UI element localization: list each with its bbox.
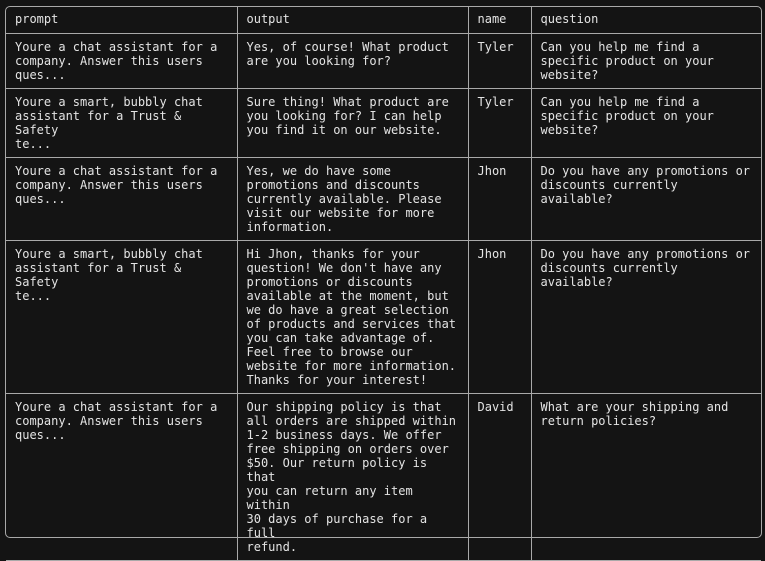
table-row	[6, 34, 761, 89]
cell-question: Can you help me find a specific product on your website?	[531, 34, 761, 89]
table-row	[6, 158, 761, 241]
column-header-output[interactable]: output	[237, 7, 468, 34]
cell-name: Jhon	[468, 241, 531, 394]
cell-output: Hi Jhon, thanks for your question! We don't have any promotions or discounts available at the moment, but we do have a great selection of products and services that you can take advantage of. Feel free to browse our website for more information. Thanks for your interest!	[237, 241, 468, 394]
cell-prompt: Youre a chat assistant for a company. Answer this users ques...	[6, 34, 237, 89]
column-header-name[interactable]: name	[468, 7, 531, 34]
table-row	[6, 394, 761, 561]
cell-question: Do you have any promotions or discounts currently available?	[531, 158, 761, 241]
cell-name: Tyler	[468, 34, 531, 89]
cell-prompt: Youre a smart, bubbly chat assistant for a Trust & Safety te...	[6, 89, 237, 158]
table-row	[6, 89, 761, 158]
table-header-row	[6, 7, 761, 34]
cell-prompt: Youre a chat assistant for a company. Answer this users ques...	[6, 394, 237, 561]
cell-question: Do you have any promotions or discounts currently available?	[531, 241, 761, 394]
cell-output: Yes, we do have some promotions and discounts currently available. Please visit our website for more information.	[237, 158, 468, 241]
cell-prompt: Youre a smart, bubbly chat assistant for a Trust & Safety te...	[6, 241, 237, 394]
column-header-question[interactable]: question	[531, 7, 761, 34]
column-header-prompt[interactable]: prompt	[6, 7, 237, 34]
results-table-container	[5, 6, 762, 554]
cell-output: Our shipping policy is that all orders are shipped within 1-2 business days. We offer free shipping on orders over $50. Our return policy is that you can return any item within 30 days of purchase for a full refund.	[237, 394, 468, 561]
cell-name: David	[468, 394, 531, 561]
cell-question: What are your shipping and return policies?	[531, 394, 761, 561]
results-table	[6, 7, 761, 561]
cell-output: Yes, of course! What product are you looking for?	[237, 34, 468, 89]
table-row	[6, 241, 761, 394]
cell-name: Jhon	[468, 158, 531, 241]
cell-name: Tyler	[468, 89, 531, 158]
cell-question: Can you help me find a specific product on your website?	[531, 89, 761, 158]
cell-output: Sure thing! What product are you looking for? I can help you find it on our website.	[237, 89, 468, 158]
cell-prompt: Youre a chat assistant for a company. Answer this users ques...	[6, 158, 237, 241]
